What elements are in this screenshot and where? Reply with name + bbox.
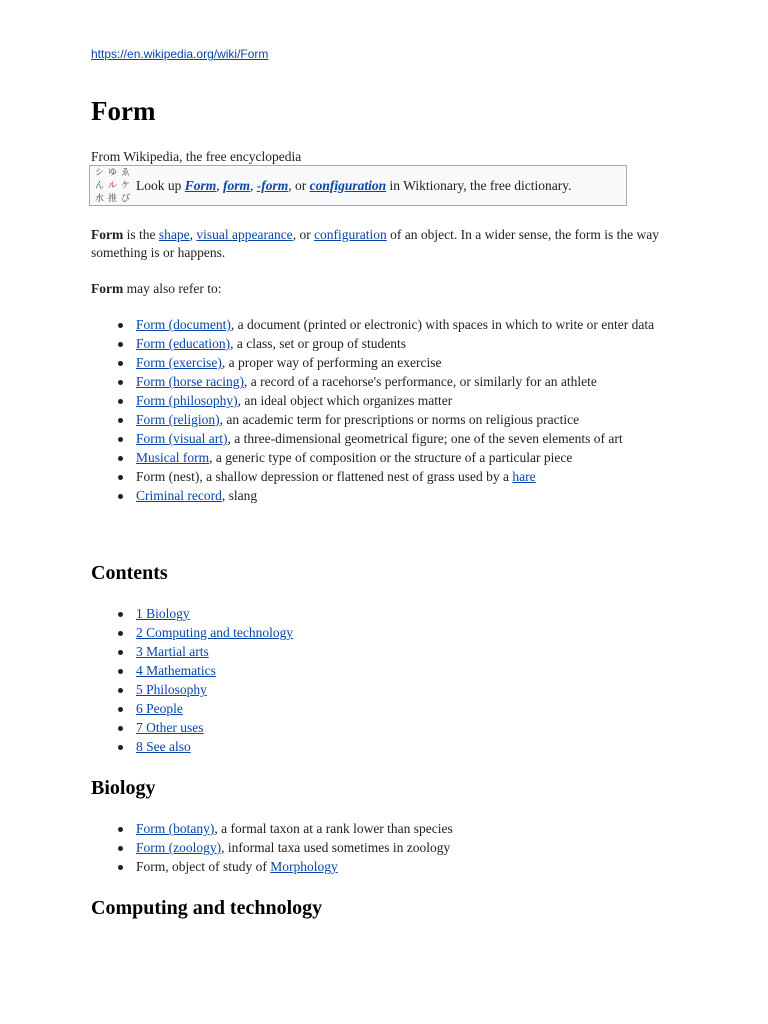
link-morphology[interactable]: Morphology: [270, 859, 338, 874]
list-item: [91, 316, 666, 334]
toc-link-biology[interactable]: 1 Biology: [136, 606, 190, 621]
toc-item: [91, 624, 666, 642]
list-item: [91, 354, 666, 372]
page-title: Form: [91, 96, 156, 126]
also-text: may also refer to:: [123, 281, 222, 296]
list-item-text: , a generic type of composition or the structure of a particular piece: [209, 450, 573, 465]
wiktionary-link-configuration[interactable]: configuration: [309, 177, 387, 193]
list-item-link[interactable]: Form (botany): [136, 821, 215, 836]
wiktionary-link-form[interactable]: form: [223, 177, 251, 193]
wiktionary-prefix: Look up: [136, 177, 185, 193]
toc-link-martial-arts[interactable]: 3 Martial arts: [136, 644, 209, 659]
list-item-text: , a three-dimensional geometrical figure; one of the seven elements of art: [227, 431, 623, 446]
list-item: [91, 411, 666, 429]
contents-heading: Contents: [91, 562, 168, 584]
list-item-text: , slang: [221, 488, 258, 503]
page-url-link[interactable]: https://en.wikipedia.org/wiki/Form: [91, 47, 269, 61]
list-item-text: , a proper way of performing an exercise: [221, 355, 442, 370]
logo-glyph: シ: [95, 168, 105, 178]
list-item: [91, 858, 666, 876]
list-item-link[interactable]: Criminal record: [136, 488, 222, 503]
list-item: [91, 449, 666, 467]
list-item: [91, 839, 666, 857]
wiktionary-box: [89, 165, 627, 206]
list-item-link[interactable]: Form (philosophy): [136, 393, 238, 408]
list-item-text: , informal taxa used sometimes in zoology: [221, 840, 451, 855]
list-item-text: , an academic term for prescriptions or norms on religious practice: [219, 412, 580, 427]
list-item-link[interactable]: Form (exercise): [136, 355, 222, 370]
list-item-text: , a formal taxon at a rank lower than species: [214, 821, 453, 836]
list-item-link[interactable]: Musical form: [136, 450, 210, 465]
toc-link-computing[interactable]: 2 Computing and technology: [136, 625, 294, 640]
link-hare[interactable]: hare: [512, 469, 536, 484]
toc-item: [91, 738, 666, 756]
toc-link-philosophy[interactable]: 5 Philosophy: [136, 682, 207, 697]
refer-list: [91, 316, 666, 506]
list-item: [91, 430, 666, 448]
link-shape[interactable]: shape: [158, 227, 190, 242]
also-bold-term: Form: [91, 281, 124, 296]
list-item-text: Form, object of study of: [136, 859, 271, 874]
toc-item: [91, 681, 666, 699]
intro-text: , or: [292, 227, 315, 242]
intro-bold-term: Form: [91, 227, 124, 242]
tagline: From Wikipedia, the free encyclopedia: [91, 149, 302, 164]
computing-heading: Computing and technology: [91, 897, 323, 919]
logo-glyph: ゆ: [108, 168, 118, 178]
toc-item: [91, 719, 666, 737]
list-item: [91, 335, 666, 353]
list-item-link[interactable]: Form (zoology): [136, 840, 222, 855]
toc-item: [91, 662, 666, 680]
logo-glyph: ん: [95, 181, 105, 191]
list-item: [91, 820, 666, 838]
toc-item: [91, 700, 666, 718]
intro-paragraph: [91, 226, 679, 262]
list-item-text: , a class, set or group of students: [230, 336, 406, 351]
toc-link-see-also[interactable]: 8 See also: [136, 739, 191, 754]
list-item-text: Form (nest), a shallow depression or flattened nest of grass used by a: [136, 469, 513, 484]
list-item: [91, 468, 666, 486]
toc-link-mathematics[interactable]: 4 Mathematics: [136, 663, 216, 678]
intro-text: ,: [189, 227, 197, 242]
intro-text: is the: [123, 227, 159, 242]
logo-glyph: ケ: [121, 181, 131, 191]
link-configuration[interactable]: configuration: [314, 227, 387, 242]
toc-item: [91, 605, 666, 623]
contents-list: [91, 605, 666, 757]
list-item: [91, 487, 666, 505]
wiktionary-link-suffix-form[interactable]: -form: [256, 177, 289, 193]
toc-item: [91, 643, 666, 661]
list-item: [91, 392, 666, 410]
logo-glyph: 水: [95, 194, 105, 204]
intro-text: of an object. In a wider sense, the form is the way something is or happens.: [91, 227, 659, 260]
biology-list: [91, 820, 666, 877]
list-item-link[interactable]: Form (religion): [136, 412, 220, 427]
list-item-text: , an ideal object which organizes matter: [237, 393, 453, 408]
biology-heading: Biology: [91, 777, 156, 799]
wiktionary-text: [136, 177, 571, 195]
list-item-link[interactable]: Form (education): [136, 336, 231, 351]
list-item-text: , a document (printed or electronic) with spaces in which to write or enter data: [230, 317, 655, 332]
logo-glyph: ゑ: [121, 168, 131, 178]
list-item-text: , a record of a racehorse's performance, or similarly for an athlete: [243, 374, 597, 389]
list-item-link[interactable]: Form (document): [136, 317, 231, 332]
separator: ,: [216, 177, 224, 193]
link-visual-appearance[interactable]: visual appearance: [196, 227, 293, 242]
toc-link-people[interactable]: 6 People: [136, 701, 183, 716]
logo-glyph: び: [121, 194, 131, 204]
list-item: [91, 373, 666, 391]
logo-glyph: 推: [108, 194, 118, 204]
wiktionary-suffix: in Wiktionary, the free dictionary.: [386, 177, 572, 193]
list-item-link[interactable]: Form (horse racing): [136, 374, 244, 389]
wiktionary-logo-icon: [92, 166, 134, 205]
logo-glyph: ル: [108, 181, 118, 191]
separator: , or: [288, 177, 310, 193]
separator: ,: [250, 177, 257, 193]
may-also-refer-paragraph: [91, 280, 221, 298]
toc-link-other-uses[interactable]: 7 Other uses: [136, 720, 204, 735]
wiktionary-link-form-capital[interactable]: Form: [184, 177, 217, 193]
list-item-link[interactable]: Form (visual art): [136, 431, 228, 446]
